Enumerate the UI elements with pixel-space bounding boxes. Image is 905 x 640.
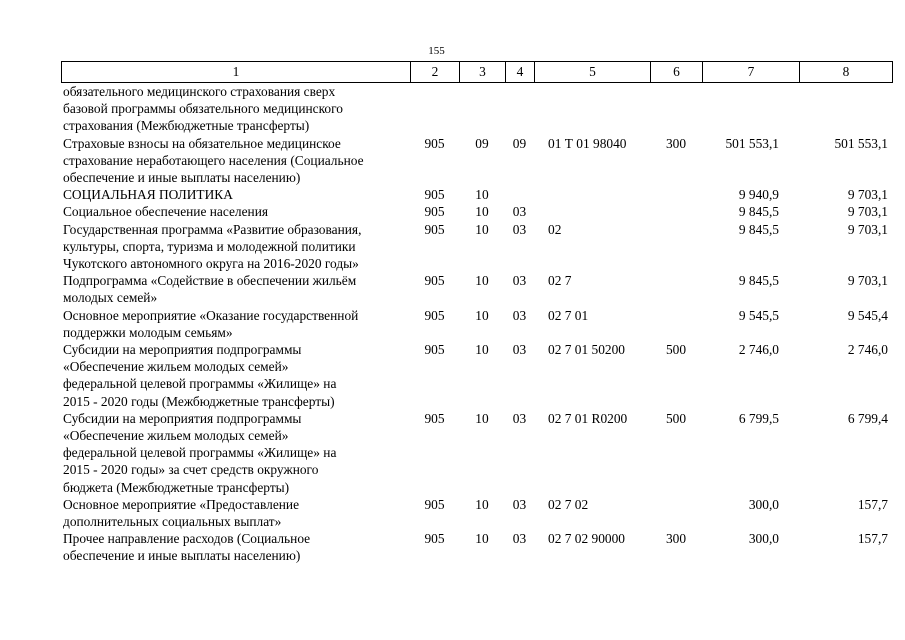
- gov-code-cell: 905: [424, 221, 445, 237]
- item-name-line: Основное мероприятие «Предоставление: [63, 496, 300, 512]
- table-row: [61, 530, 892, 564]
- column-number-header: [61, 61, 893, 83]
- target-article-cell: 02: [548, 221, 562, 237]
- expense-type-cell: [650, 83, 702, 135]
- expense-type-cell: [650, 221, 702, 273]
- subsection-cell: 03: [512, 307, 527, 323]
- expense-type-cell: 500: [665, 410, 687, 426]
- item-name-line: «Обеспечение жильем молодых семей»: [63, 359, 289, 375]
- amount-cell-col7: 501 553,1: [725, 135, 779, 151]
- target-article-cell: [534, 186, 650, 203]
- subsection-cell: [505, 83, 534, 135]
- item-name-line: Субсидии на мероприятия подпрограммы: [63, 410, 302, 426]
- subsection-cell: 03: [512, 496, 527, 512]
- gov-code-cell: 905: [424, 204, 445, 220]
- item-name-line: 2015 - 2020 годы» за счет средств окружного: [63, 462, 319, 478]
- amount-cell-col8: 501 553,1: [834, 135, 888, 151]
- table-row: [61, 221, 892, 273]
- item-name-cell: [61, 307, 410, 341]
- amount-cell-col8: [799, 83, 892, 135]
- item-name-line: обеспечение и иные выплаты населению): [63, 548, 301, 564]
- amount-cell-col7: 2 746,0: [738, 342, 779, 358]
- gov-code-cell: 905: [424, 187, 445, 203]
- section-cell: [459, 83, 505, 135]
- item-name-line: Прочее направление расходов (Социальное: [63, 531, 311, 547]
- target-article-cell: 02 7: [548, 273, 572, 289]
- section-cell: 10: [475, 187, 489, 203]
- item-name-cell: [61, 83, 410, 135]
- subsection-cell: 03: [512, 221, 527, 237]
- header-col-4: 4: [506, 62, 535, 83]
- page-number: 155: [428, 45, 445, 57]
- amount-cell-col8: 9 545,4: [847, 307, 888, 323]
- header-col-8: 8: [800, 62, 893, 83]
- table-row: [61, 135, 892, 187]
- amount-cell-col7: [702, 83, 799, 135]
- amount-cell-col8: 9 703,1: [847, 273, 888, 289]
- target-article-cell: 02 7 02: [548, 496, 589, 512]
- amount-cell-col8: 9 703,1: [847, 221, 888, 237]
- header-col-6: 6: [651, 62, 703, 83]
- item-name-cell: [61, 410, 410, 496]
- expense-type-cell: 300: [665, 531, 687, 547]
- target-article-cell: 02 7 01: [548, 307, 589, 323]
- item-name-line: Страховые взносы на обязательное медицинское: [63, 135, 341, 151]
- section-cell: 10: [475, 273, 489, 289]
- gov-code-cell: 905: [424, 496, 445, 512]
- item-name-cell: [61, 135, 410, 187]
- item-name-line: бюджета (Межбюджетные трансферты): [63, 479, 290, 495]
- section-cell: 10: [475, 307, 489, 323]
- amount-cell-col7: 9 940,9: [738, 187, 779, 203]
- item-name-line: страхования (Межбюджетные трансферты): [63, 118, 310, 134]
- section-cell: 10: [475, 342, 489, 358]
- table-row: [61, 272, 892, 306]
- gov-code-cell: 905: [424, 531, 445, 547]
- item-name-line: Чукотского автономного округа на 2016-2020 годы»: [63, 256, 359, 272]
- amount-cell-col7: 9 845,5: [738, 221, 779, 237]
- section-cell: 10: [475, 204, 489, 220]
- amount-cell-col7: 6 799,5: [738, 410, 779, 426]
- target-article-cell: 02 7 01 R0200: [548, 410, 628, 426]
- item-name-cell: [61, 341, 410, 410]
- item-name-line: федеральной целевой программы «Жилище» на: [63, 376, 337, 392]
- item-name-line: Государственная программа «Развитие образования,: [63, 221, 362, 237]
- section-cell: 10: [475, 496, 489, 512]
- section-cell: 10: [475, 221, 489, 237]
- expense-type-cell: [650, 307, 702, 341]
- gov-code-cell: 905: [424, 410, 445, 426]
- section-cell: 09: [475, 135, 489, 151]
- target-article-cell: [534, 203, 650, 220]
- subsection-cell: 03: [512, 342, 527, 358]
- target-article-cell: 02 7 01 50200: [548, 342, 625, 358]
- table-row: [61, 341, 892, 410]
- amount-cell-col7: 300,0: [748, 531, 779, 547]
- gov-code-cell: 905: [424, 135, 445, 151]
- subsection-cell: [505, 186, 534, 203]
- item-name-line: 2015 - 2020 годы (Межбюджетные трансферты): [63, 393, 335, 409]
- budget-table: [61, 83, 892, 565]
- amount-cell-col8: 9 703,1: [847, 187, 888, 203]
- expense-type-cell: [650, 272, 702, 306]
- amount-cell-col7: 9 545,5: [738, 307, 779, 323]
- table-row: [61, 203, 892, 220]
- amount-cell-col7: 9 845,5: [738, 204, 779, 220]
- subsection-cell: 03: [512, 204, 527, 220]
- target-article-cell: 01 Т 01 98040: [548, 135, 627, 151]
- target-article-cell: [534, 83, 650, 135]
- item-name-cell: [61, 272, 410, 306]
- item-name-line: страхование неработающего населения (Социальное: [63, 152, 364, 168]
- item-name-cell: [61, 530, 410, 564]
- item-name-line: «Обеспечение жильем молодых семей»: [63, 428, 289, 444]
- header-col-1: 1: [62, 62, 411, 83]
- section-cell: 10: [475, 531, 489, 547]
- amount-cell-col7: 9 845,5: [738, 273, 779, 289]
- amount-cell-col8: 157,7: [857, 531, 888, 547]
- expense-type-cell: [650, 496, 702, 530]
- subsection-cell: 03: [512, 410, 527, 426]
- amount-cell-col8: 6 799,4: [847, 410, 888, 426]
- header-col-3: 3: [460, 62, 506, 83]
- item-name-line: дополнительных социальных выплат»: [63, 514, 282, 530]
- expense-type-cell: 300: [665, 135, 687, 151]
- header-col-5: 5: [535, 62, 651, 83]
- item-name-line: молодых семей»: [63, 290, 158, 306]
- item-name-line: базовой программы обязательного медицинского: [63, 101, 343, 117]
- item-name-line: обязательного медицинского страхования сверх: [63, 84, 336, 99]
- item-name-line: СОЦИАЛЬНАЯ ПОЛИТИКА: [63, 187, 233, 203]
- table-row: [61, 496, 892, 530]
- table-row: [61, 307, 892, 341]
- section-cell: 10: [475, 410, 489, 426]
- item-name-line: обеспечение и иные выплаты населению): [63, 170, 301, 186]
- expense-type-cell: [650, 203, 702, 220]
- header-col-7: 7: [703, 62, 800, 83]
- item-name-line: Социальное обеспечение населения: [63, 204, 269, 220]
- item-name-cell: [61, 221, 410, 273]
- amount-cell-col8: 2 746,0: [847, 342, 888, 358]
- item-name-line: Субсидии на мероприятия подпрограммы: [63, 342, 302, 358]
- header-col-2: 2: [411, 62, 460, 83]
- amount-cell-col8: 9 703,1: [847, 204, 888, 220]
- header-row: [62, 62, 893, 83]
- table-row: [61, 410, 892, 496]
- gov-code-cell: 905: [424, 273, 445, 289]
- target-article-cell: 02 7 02 90000: [548, 531, 625, 547]
- expense-type-cell: 500: [665, 342, 687, 358]
- subsection-cell: 03: [512, 531, 527, 547]
- gov-code-cell: 905: [424, 307, 445, 323]
- subsection-cell: 03: [512, 273, 527, 289]
- item-name-cell: [61, 203, 410, 220]
- subsection-cell: 09: [512, 135, 527, 151]
- expense-type-cell: [650, 186, 702, 203]
- item-name-cell: [61, 186, 410, 203]
- amount-cell-col7: 300,0: [748, 496, 779, 512]
- item-name-line: Подпрограмма «Содействие в обеспечении жильём: [63, 273, 357, 289]
- item-name-line: Основное мероприятие «Оказание государственной: [63, 307, 359, 323]
- item-name-line: культуры, спорта, туризма и молодежной политики: [63, 238, 356, 254]
- amount-cell-col8: 157,7: [857, 496, 888, 512]
- gov-code-cell: [410, 83, 459, 135]
- table-row: [61, 186, 892, 203]
- gov-code-cell: 905: [424, 342, 445, 358]
- table-row: [61, 83, 892, 135]
- item-name-line: федеральной целевой программы «Жилище» на: [63, 445, 337, 461]
- item-name-cell: [61, 496, 410, 530]
- item-name-line: поддержки молодым семьям»: [63, 324, 233, 340]
